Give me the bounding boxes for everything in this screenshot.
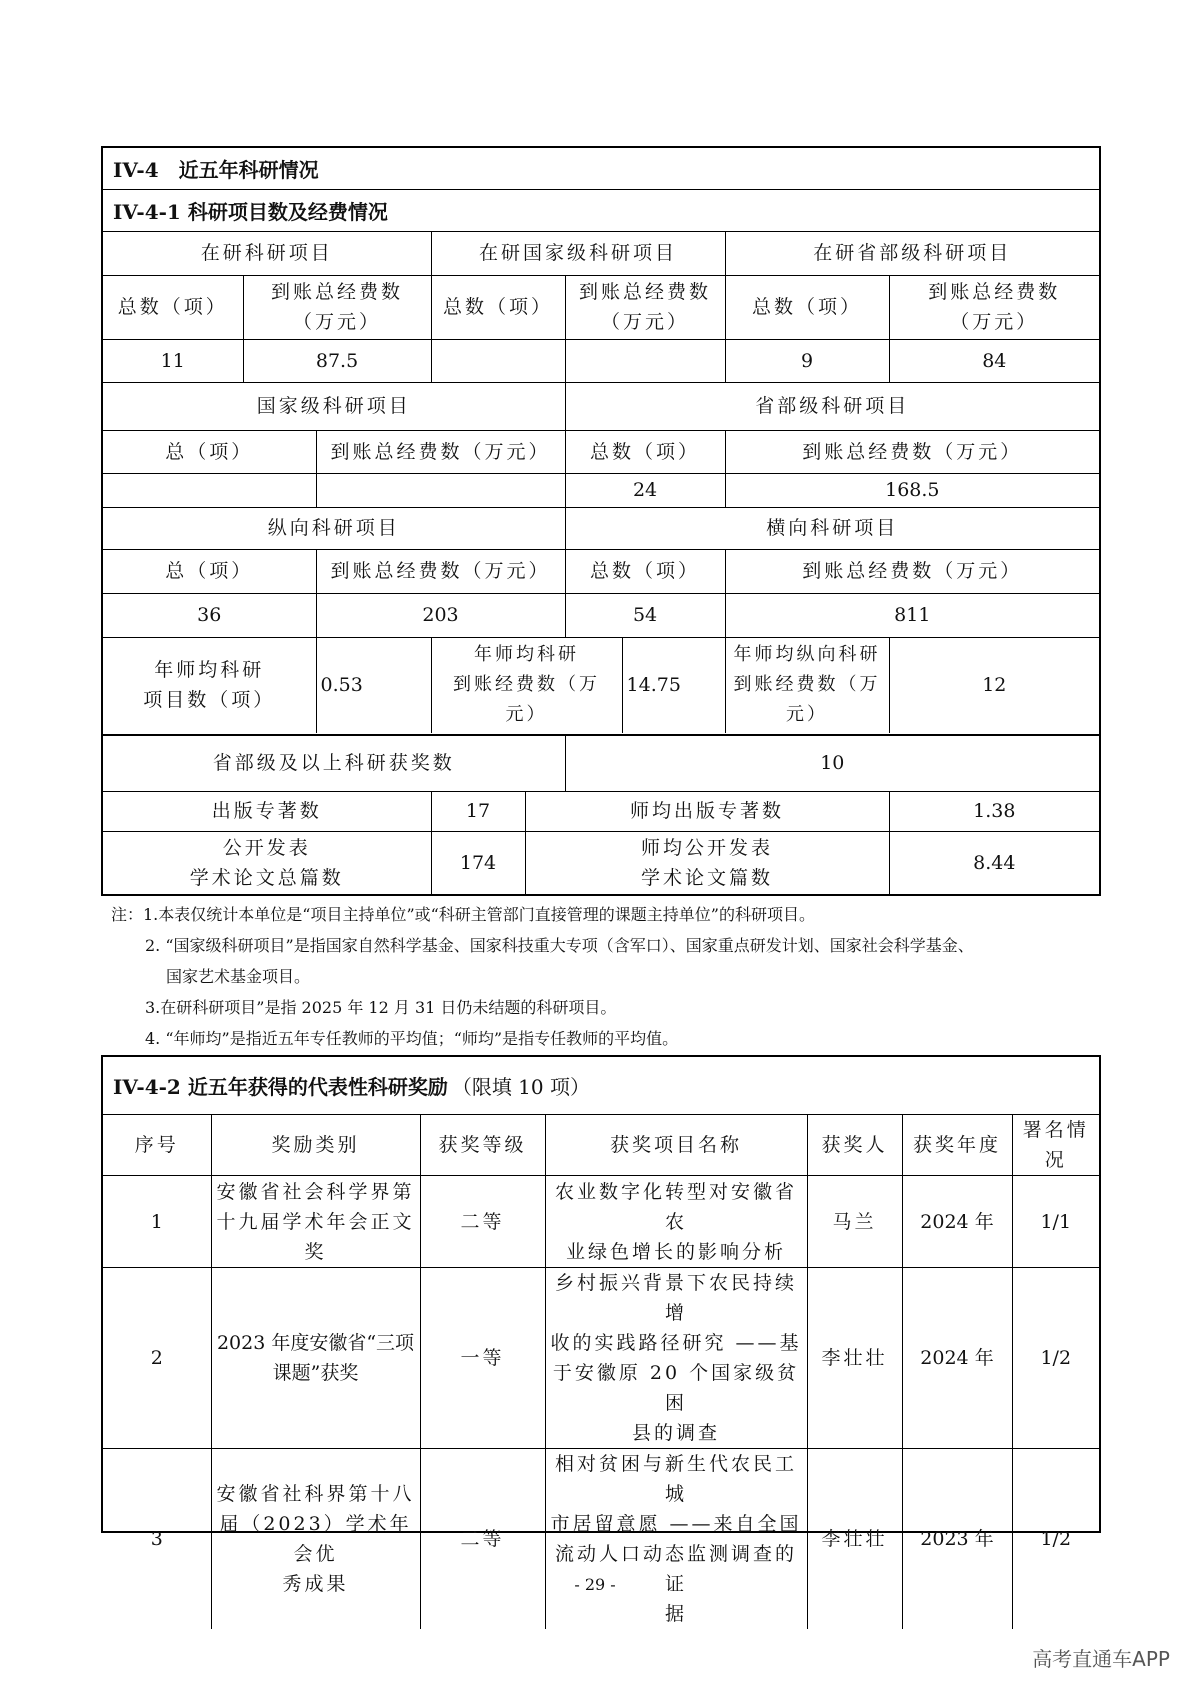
row-winner: 马兰: [807, 1176, 902, 1268]
row-sign: 1/2: [1012, 1268, 1099, 1449]
label-papers: 公开发表 学术论文总篇数: [103, 831, 431, 895]
subsection-title-iv-4-2: IV-4-2 近五年获得的代表性科研奖励 （限填 10 项）: [103, 1057, 1099, 1115]
label-funds-full: 到账总经费数（万元）: [316, 549, 565, 593]
label-total-items: 总数（项）: [431, 275, 565, 339]
header-national: 国家级科研项目: [103, 382, 565, 430]
header-provincial: 省部级科研项目: [565, 382, 1099, 430]
label-funds: 到账总经费数 （万元）: [243, 275, 431, 339]
value-avg-vertical: 12: [889, 637, 1099, 733]
awards-table: [103, 1115, 1099, 1629]
research-projects-table: [103, 232, 1099, 733]
label-avg-vertical: 年师均纵向科研 到账经费数（万元）: [725, 637, 889, 733]
row-category: 安徽省社科界第十八 届（2023）学术年会优 秀成果: [211, 1449, 420, 1630]
label-funds: 到账总经费数 （万元）: [889, 275, 1099, 339]
row-year: 2024 年: [902, 1176, 1012, 1268]
row-level: 二等: [420, 1176, 545, 1268]
label-books: 出版专著数: [103, 791, 431, 831]
value-papers-avg: 8.44: [889, 831, 1099, 895]
row-project: 相对贫困与新生代农民工城 市居留意愿 ——来自全国 流动人口动态监测调查的证 据: [545, 1449, 807, 1630]
note-1: 注：1.本表仅统计本单位是“项目主持单位”或“科研主管部门直接管理的课题主持单位”的科研项目。: [111, 905, 815, 924]
header-horizontal: 横向科研项目: [565, 507, 1099, 549]
label-total-items: 总数（项）: [725, 275, 889, 339]
row-seq: 3: [103, 1449, 211, 1630]
label-total-count: 总数（项）: [565, 549, 725, 593]
value-vertical-total: 36: [103, 593, 316, 637]
note-2: 2. “国家级科研项目”是指国家自然科学基金、国家科技重大专项（含军口）、国家重点研发计划、国家社会科学基金、: [145, 936, 974, 955]
col-winner: 获奖人: [807, 1115, 902, 1176]
value-ongoing-funds: 87.5: [243, 339, 431, 382]
table-row: [103, 1268, 1099, 1449]
header-ongoing-provincial: 在研省部级科研项目: [725, 232, 1099, 275]
label-funds-full: 到账总经费数（万元）: [725, 430, 1099, 473]
value-awards: 10: [565, 735, 1099, 791]
note-3: 3.在研科研项目”是指 2025 年 12 月 31 日仍未结题的科研项目。: [145, 998, 617, 1017]
col-sign: 署名情 况: [1012, 1115, 1099, 1176]
value-provincial-funds: 168.5: [725, 473, 1099, 507]
row-seq: 2: [103, 1268, 211, 1449]
watermark-text: 高考直通车APP: [1032, 1647, 1170, 1671]
label-funds-full: 到账总经费数（万元）: [725, 549, 1099, 593]
col-category: 奖励类别: [211, 1115, 420, 1176]
col-level: 获奖等级: [420, 1115, 545, 1176]
value-provincial-total: 24: [565, 473, 725, 507]
label-avg-items: 年师均科研 项目数（项）: [103, 637, 316, 733]
page-number: - 29 -: [574, 1575, 616, 1594]
row-level: 二等: [420, 1449, 545, 1630]
value-avg-items: 0.53: [316, 637, 431, 733]
label-awards: 省部级及以上科研获奖数: [103, 735, 565, 791]
header-vertical: 纵向科研项目: [103, 507, 565, 549]
col-year: 获奖年度: [902, 1115, 1012, 1176]
label-avg-funds: 年师均科研 到账经费数（万 元）: [431, 637, 622, 733]
row-category: 2023 年度安徽省“三项 课题”获奖: [211, 1268, 420, 1449]
table-row: [103, 1176, 1099, 1268]
row-category: 安徽省社会科学界第 十九届学术年会正文 奖: [211, 1176, 420, 1268]
note-4: 4. “年师均”是指近五年专任教师的平均值；“师均”是指专任教师的平均值。: [145, 1029, 679, 1048]
label-total-items: 总数（项）: [103, 275, 243, 339]
header-ongoing: 在研科研项目: [103, 232, 431, 275]
value-vertical-funds: 203: [316, 593, 565, 637]
row-sign: 1/2: [1012, 1449, 1099, 1630]
label-total-count: 总数（项）: [565, 430, 725, 473]
label-total-short: 总（项）: [103, 549, 316, 593]
row-year: 2024 年: [902, 1268, 1012, 1449]
col-project: 获奖项目名称: [545, 1115, 807, 1176]
header-ongoing-national: 在研国家级科研项目: [431, 232, 725, 275]
col-seq: 序号: [103, 1115, 211, 1176]
section-title: IV-4 近五年科研情况: [103, 148, 1099, 190]
row-project: 乡村振兴背景下农民持续增 收的实践路径研究 ——基 于安徽原 20 个国家级贫困 县的调查: [545, 1268, 807, 1449]
value-ongoing-provincial-total: 9: [725, 339, 889, 382]
row-winner: 李壮壮: [807, 1449, 902, 1630]
value-horizontal-total: 54: [565, 593, 725, 637]
value-ongoing-provincial-funds: 84: [889, 339, 1099, 382]
subsection-title-iv-4-1: IV-4-1 科研项目数及经费情况: [103, 190, 1099, 232]
note-2-cont: 国家艺术基金项目。: [166, 967, 311, 986]
row-year: 2023 年: [902, 1449, 1012, 1630]
research-summary-section: [101, 146, 1101, 896]
value-books: 17: [431, 791, 525, 831]
label-total-short: 总（项）: [103, 430, 316, 473]
value-horizontal-funds: 811: [725, 593, 1099, 637]
value-ongoing-national-total: [431, 339, 565, 382]
label-funds: 到账总经费数 （万元）: [565, 275, 725, 339]
output-stats-table: [103, 734, 1099, 895]
label-books-avg: 师均出版专著数: [525, 791, 889, 831]
label-papers-avg: 师均公开发表 学术论文篇数: [525, 831, 889, 895]
row-winner: 李壮壮: [807, 1268, 902, 1449]
value-books-avg: 1.38: [889, 791, 1099, 831]
value-national-total: [103, 473, 316, 507]
row-sign: 1/1: [1012, 1176, 1099, 1268]
row-project: 农业数字化转型对安徽省农 业绿色增长的影响分析: [545, 1176, 807, 1268]
value-papers: 174: [431, 831, 525, 895]
row-level: 一等: [420, 1268, 545, 1449]
row-seq: 1: [103, 1176, 211, 1268]
value-ongoing-national-funds: [565, 339, 725, 382]
value-ongoing-total: 11: [103, 339, 243, 382]
value-avg-funds: 14.75: [622, 637, 725, 733]
value-national-funds: [316, 473, 565, 507]
label-funds-full: 到账总经费数（万元）: [316, 430, 565, 473]
table-row: [103, 1449, 1099, 1630]
